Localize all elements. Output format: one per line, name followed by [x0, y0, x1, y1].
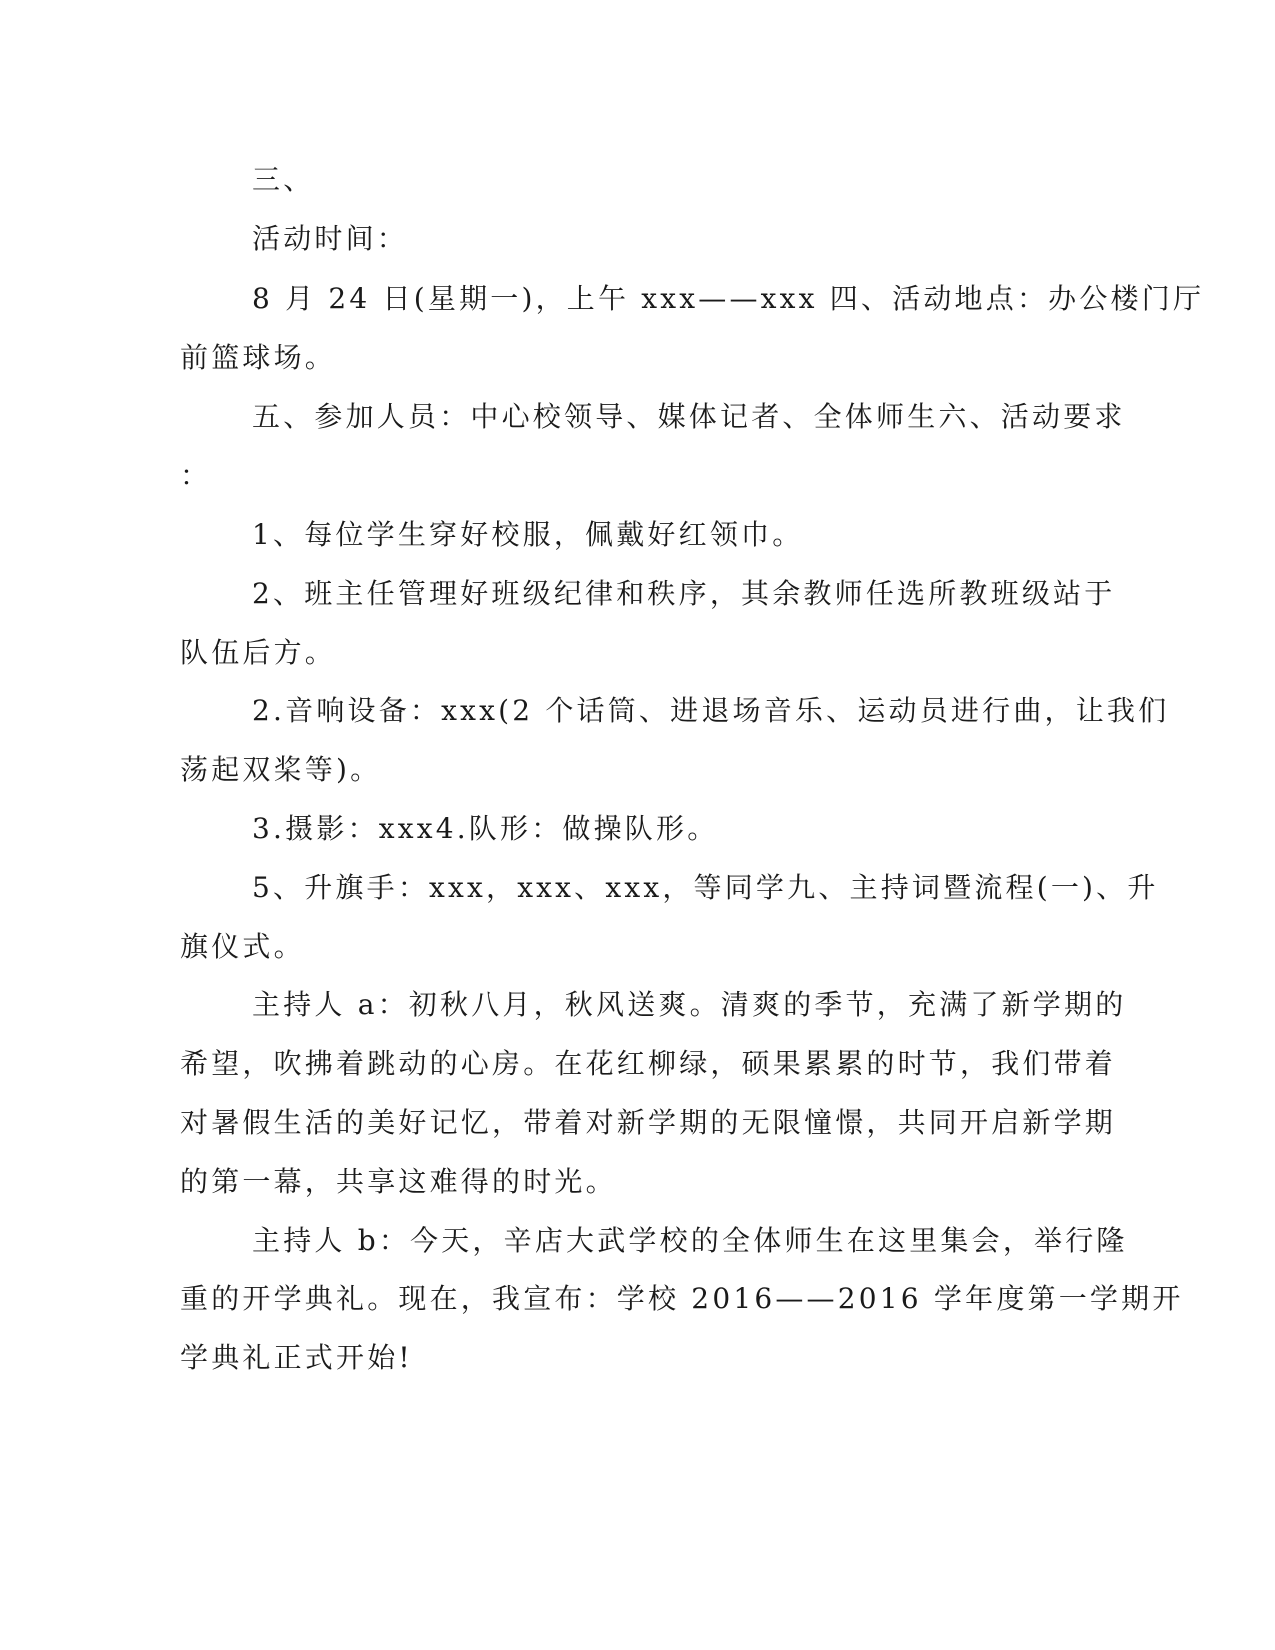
section-heading: 三、: [252, 163, 315, 196]
paragraph-line: 1、每位学生穿好校服，佩戴好红领巾。: [252, 518, 804, 551]
paragraph-line: 3.摄影：xxx4.队形：做操队形。: [252, 812, 719, 845]
paragraph-line: 2、班主任管理好班级纪律和秩序，其余教师任选所教班级站于: [252, 577, 1116, 610]
paragraph-line: 重的开学典礼。现在，我宣布：学校 2016——2016 学年度第一学期开: [180, 1282, 1184, 1315]
paragraph-line: 希望，吹拂着跳动的心房。在花红柳绿，硕果累累的时节，我们带着: [180, 1047, 1117, 1080]
paragraph-line: ：: [180, 459, 212, 492]
paragraph-line: 旗仪式。: [180, 930, 305, 963]
time-label: 活动时间：: [252, 222, 409, 255]
paragraph-line: 五、参加人员：中心校领导、媒体记者、全体师生六、活动要求: [252, 400, 1126, 433]
paragraph-line: 队伍后方。: [180, 636, 337, 669]
paragraph-line: 主持人 a：初秋八月，秋风送爽。清爽的季节，充满了新学期的: [252, 988, 1127, 1021]
paragraph-line: 的第一幕，共享这难得的时光。: [180, 1165, 617, 1198]
paragraph-line: 学典礼正式开始!: [180, 1341, 413, 1374]
paragraph-line: 对暑假生活的美好记忆，带着对新学期的无限憧憬，共同开启新学期: [180, 1106, 1117, 1139]
paragraph-line: 前篮球场。: [180, 341, 337, 374]
paragraph-line: 2.音响设备：xxx(2 个话筒、进退场音乐、运动员进行曲，让我们: [252, 694, 1170, 727]
paragraph-line: 5、升旗手：xxx，xxx、xxx，等同学九、主持词暨流程(一)、升: [252, 871, 1159, 904]
paragraph-line: 荡起双桨等)。: [180, 753, 382, 786]
paragraph-line: 8 月 24 日(星期一)，上午 xxx——xxx 四、活动地点：办公楼门厅: [252, 282, 1205, 315]
paragraph-line: 主持人 b：今天，辛店大武学校的全体师生在这里集会，举行隆: [252, 1224, 1128, 1257]
